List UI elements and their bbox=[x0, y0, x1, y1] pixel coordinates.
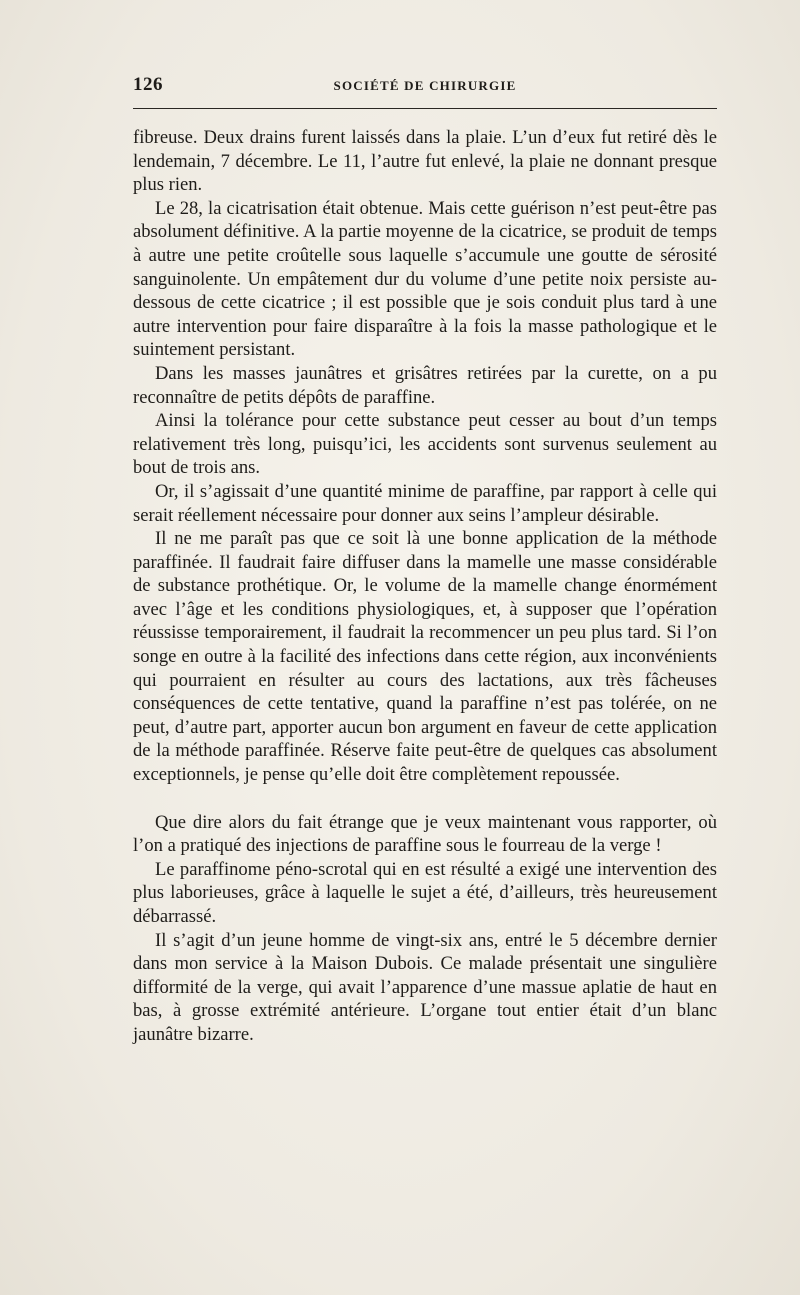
body-text bbox=[133, 126, 717, 1047]
page-number: 126 bbox=[133, 74, 163, 95]
page-header bbox=[133, 66, 717, 102]
paragraph: Ainsi la tolérance pour cette substance peut cesser au bout d’un temps relativement très long, puisqu’ici, les accidents sont survenus seulement au bout de trois ans. bbox=[133, 410, 717, 479]
paragraph: Le paraffinome péno-scrotal qui en est résulté a exigé une intervention des plus laborieuses, grâce à laquelle le sujet a été, d’ailleurs, très heureusement débarrassé. bbox=[133, 858, 717, 927]
paragraph: Le 28, la cicatrisation était obtenue. Mais cette guérison n’est peut-être pas absolument définitive. A la partie moyenne de la cicatrice, se produit de temps à autre une petite croûtelle sous laquelle s’accumule une goutte de sérosité sanguinolente. Un empâtement dur du volume d’une petite noix persiste au-dessous de cette cicatrice ; il est possible que je sois conduit plus tard à une autre intervention pour faire disparaître à la fois la masse pathologique et le suintement persistant. bbox=[133, 197, 717, 361]
section-gap bbox=[133, 787, 717, 811]
paragraph: Il ne me paraît pas que ce soit là une bonne application de la méthode paraffinée. Il faudrait faire diffuser dans la mamelle une masse considérable de substance prothétique. Or, le volume de la mamelle change énormément avec l’âge et les conditions physiologiques, et, à supposer que l’opération réussisse temporairement, il faudrait la recommencer un peu plus tard. Si l’on songe en outre à la facilité des infections dans cette région, aux inconvénients qui pourraient en résulter au cours des lactations, aux très fâcheuses conséquences de cette tentative, quand la paraffine n’est pas tolérée, on ne peut, d’autre part, apporter aucun bon argument en faveur de cette application de la méthode paraffinée. Réserve faite peut-être de quelques cas absolument exceptionnels, je pense qu’elle doit être complètement repoussée. bbox=[133, 528, 717, 786]
running-title: SOCIÉTÉ DE CHIRURGIE bbox=[333, 78, 517, 93]
paragraph: Il s’agit d’un jeune homme de vingt-six ans, entré le 5 décembre dernier dans mon service à la Maison Dubois. Ce malade présentait une singulière difformité de la verge, qui avait l’apparence d’une massue aplatie de haut en bas, à grosse extrémité antérieure. L’organe tout entier était d’un blanc jaunâtre bizarre. bbox=[133, 929, 717, 1045]
paragraph: Or, il s’agissait d’une quantité minime de paraffine, par rapport à celle qui serait réellement nécessaire pour donner aux seins l’ampleur désirable. bbox=[133, 480, 717, 526]
header-rule bbox=[133, 108, 717, 109]
paragraph: Que dire alors du fait étrange que je veux maintenant vous rapporter, où l’on a pratiqué des injections de paraffine sous le fourreau de la verge ! bbox=[133, 811, 717, 857]
paragraph: fibreuse. Deux drains furent laissés dans la plaie. L’un d’eux fut retiré dès le lendemain, 7 décembre. Le 11, l’autre fut enlevé, la plaie ne donnant presque plus rien. bbox=[133, 127, 717, 196]
paragraph: Dans les masses jaunâtres et grisâtres retirées par la curette, on a pu reconnaître de petits dépôts de paraffine. bbox=[133, 362, 717, 408]
